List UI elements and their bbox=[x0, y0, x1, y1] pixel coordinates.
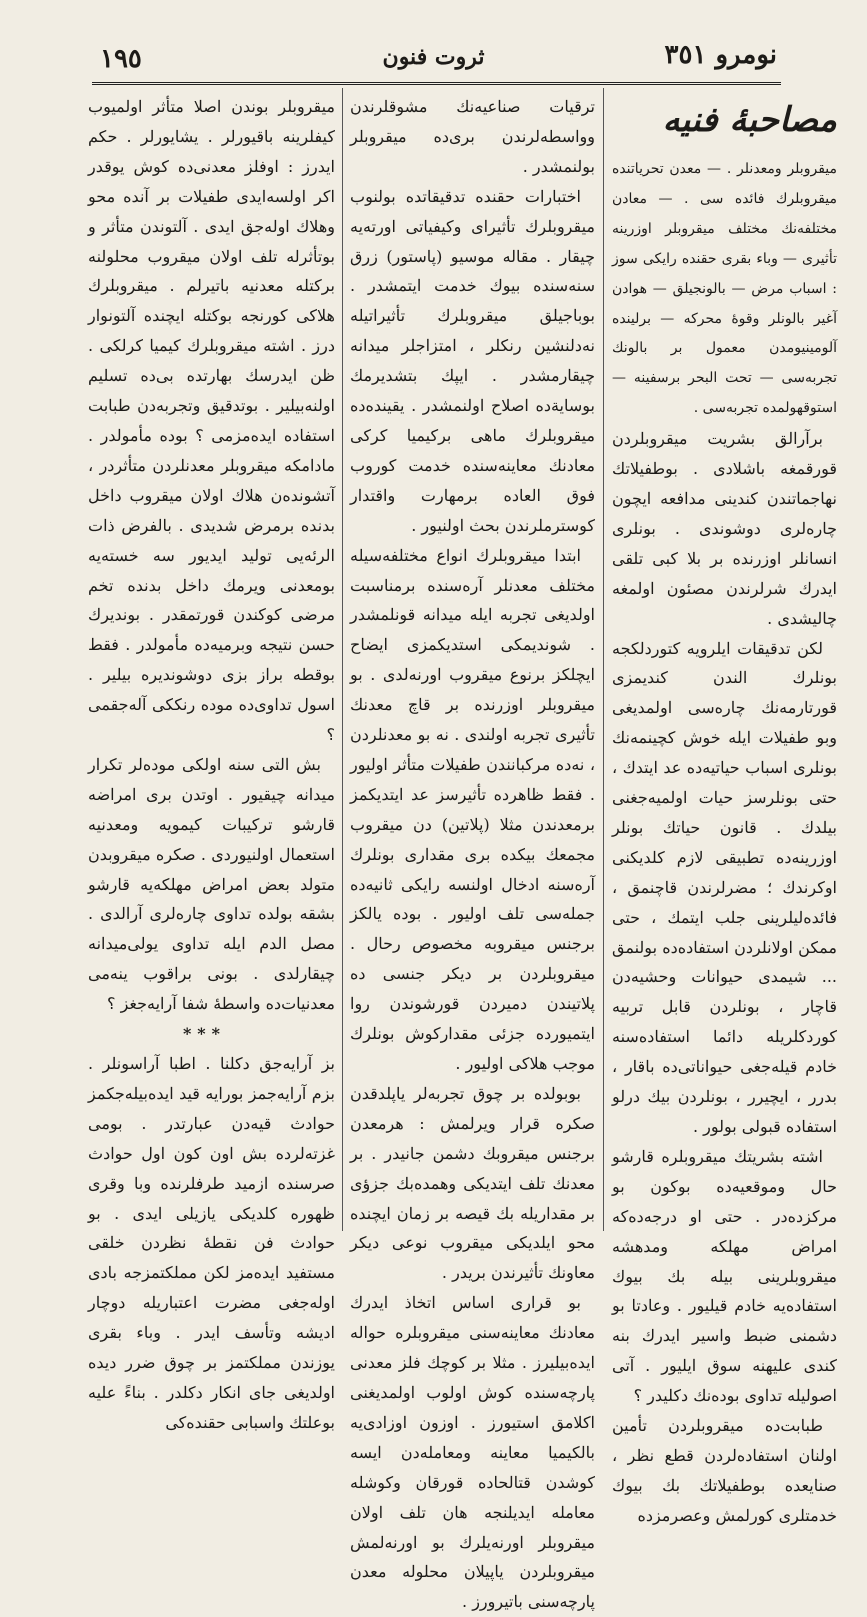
paragraph: بز آرایه‌جق دكلنا . اطبا آراسونلر . بزم آرایه‌جمز بورایه قید ایده‌بیله‌جكمز حوادث قیه‌دن عبارتدر . بومی غزته‌لرده بش اون كون اول حوادث صرسنده ازمید طرفلرنده وبا وقری ظهوره كلدیكی یازیلی ایدی . بو حوادث فن نقطهٔ نظردن خلقی مستفید ایده‌مز لكن مملكتمزجه بادی اوله‌جغی مضرت اعتباریله دوچار ادیشه وتأسف ایدر . وباء بقری یوزندن مملكتمز بر چوق ضرر دیده اولدیغی جای انكار دكلدر . بناءً علیه بوعلتك واسبابی حقنده‌كی bbox=[88, 1054, 335, 1432]
section-title: مصاحبهٔ فنیه bbox=[662, 100, 837, 140]
right-column bbox=[612, 92, 837, 1525]
journal-title: ثروت فنون bbox=[382, 44, 485, 70]
paragraph: بوبولده بر چوق تجربه‌لر یاپلدقدن صكره قرار ویرلمش : هرمعدن برجنس میقروبك دشمن جانیدر . بر معدنك تلف ایتدیكی وهمده‌بك جزؤی بر مقداریله بك قیصه بر زمان ایچنده محو ایلدیكی میقروب نوعی دیكر معاونك تأثیرندن بریدر . bbox=[350, 1083, 595, 1283]
page-number-left: ١٩٥ bbox=[100, 44, 142, 74]
section-subheading: میقروبلر ومعدنلر . — معدن تحریاتنده میقروبلرك فائده سی . — معادن مختلفه‌نك مختلف میقروبلر اوزرینه تأثیری — وباء بقری حقنده رایكی سوز : اسباب مرض — بالونجیلق — هوادن آغیر بالونلر وقوهٔ محركه — برلینده آلومینیومدن معمول بر بالونك تجربه‌سی — تحت البحر برسفینه — استوقهولمده تجربه‌سی . bbox=[612, 161, 837, 417]
paragraph: لكن تدقیقات ایلرویه كتوردلكجه بونلرك الندن كندیمزی قورتارمه‌نك چاره‌سی اولمدیغی وبو طفیلات ایله خوش كچینمه‌نك بونلری اسباب حیاتیه‌ده عد ایتدك ، حتی بونلرسز حیات اولمیه‌جغنی بیلدك . قانون حیاتك بونلر اوزرینه‌ده تطبیقی لازم كلدیكنی اوكرندك ؛ مضرلرندن قاچنمق ، فائده‌لیلرینی جلب ایتمك ، حتی ممكن اولانلردن استفاده‌ده بولنمق ... شیمدی حیوانات وحشیه‌دن قاچار ، بونلردن قابل تربیه كوردكلریله دائما استفاده‌سنه خادم قیله‌جغی حیواناتی‌ده باقار ، بدرر ، ایچیرر ، بونلردن بیك درلو استفاده قبولی بولور . bbox=[612, 638, 837, 1136]
page-header bbox=[0, 14, 867, 84]
column-divider-right bbox=[603, 88, 604, 1231]
column-divider-left bbox=[342, 88, 343, 1231]
header-rule bbox=[92, 82, 781, 85]
paragraph: بو قراری اساس اتخاذ ایدرك معادنك معاینه‌سنی میقروبلره حواله ایده‌بیلیرز . مثلا بر كوچك فلز معدنی پارچه‌سنده كوش اولوب اولمدیغنی اكلامق استیورز . اوزون اوزادی‌یه بالكیمیا معاینه ومعامله‌دن ایسه كوشدن قتالحاده قورقان وكوشله معامله ایدیلنجه هان تلف اولان میقروبلر اورنه‌یلرك بو اورنه‌لمش میقروبلردن یاپیلان محلوله معدن پارچه‌سنی باتیرورز . bbox=[350, 1293, 595, 1612]
paragraph: طبابت‌ده میقروبلردن تأمین اولنان استفاده‌لردن قطع نظر ، صنایعده بوطفیلاتك بك بیوك خدمتلری كورلمش وعصرمزده bbox=[612, 1416, 837, 1525]
middle-column bbox=[350, 92, 595, 1612]
paragraph: اختبارات حقنده تدقیقاتده بولنوب میقروبلرك تأثیرای وكیفیاتی اورته‌یه چیقار . مقاله موسیو (پاستور) زرق سنه‌سنده بیوك خدمت ایتمشدر . بوباجیلق میقروبلرك تأثیراتیله نه‌دلنشین رنكلر ، امتزاجلر میدانه چیقارمشدر . ایپك بتشدیرمك بوساية‌ده اصلاح اولنمشدر . یقینده‌ده میقروبلرك ماهی بركیمیا كركی معادنك معاینه‌سنده خدمت كوروب فوق العاده برمهارت واقتدار كوسترملرندن بحث اولنیور . bbox=[350, 186, 595, 535]
issue-number: نومرو ٣٥١ bbox=[664, 40, 777, 70]
left-column bbox=[88, 92, 335, 1432]
paragraph: میقروبلر بوندن اصلا متأثر اولمیوب كیفلرینه باقیورلر . یشایورلر . حكم ایدرز : اوفلز معدنی‌ده كوش یوقدر اكر اولسه‌ایدی طفیلات بر آنده محو وهلاك اوله‌جق ایدی . آلتوندن متأثر و بوتأثرله تلف اولان میقروب محلولنه بركتله معدنیه باتیرلم . میقروبلرك هلاكی كورنجه بوكتله ایچنده آلتونوار درز . اشته میقروبلرك كیمیا كرلكی . ظن ایدرسك بهارتده بی‌ده تسلیم اولنه‌بیلیر . بوتدقیق وتجربه‌دن طبابت استفاده ایده‌مزمی ؟ بوده مأمولدر . مادامكه میقروبلر معدنلردن متأثردر ، آتشونده‌ن هلاك اولان میقروب داخل بدنده برمرض شدیدی . بالفرض ذات الرئه‌یی تولید ایدیور سه خسته‌یه بومعدنی ویرمك داخل بدنده تخم مرضی كوكندن قورتمقدر . بوندیرك حسن نتیجه وبرمیه‌ده مأمولدر . فقط بوقطه براز بزی دوشوندیره بیلیر . اسول تداوی‌ده موده رنككی آله‌جقمی ؟ bbox=[88, 97, 335, 745]
paragraph: ابتدا میقروبلرك انواع مختلفه‌سیله مختلف معدنلر آره‌سنده برمناسبت اولدیغی تجربه ایله میدانه قونلمشدر . شوندیمكی استدیكمزی ایضاح ایچلكز برنوع میقروب اورنه‌لدی . بو میقروبلر اوزرنده بر قاچ معدنك تأثیری تجربه اولندی . نه بو معدنلردن ، نه‌ده مركبانندن طفیلات متأثر اولیور . فقط ظاهرده تأثیرسز عد ایتدیكمز برمعدندن مثلا (پلاتین) دن میقروب مجمعك بیكده بری مقداری بونلرك آره‌سنه ادخال اولنسه رایكی ثانیه‌ده جمله‌سی تلف اولیور . بوده یالكز برجنس میقروبه مخصوص رحال . میقروبلردن بر دیكر جنسی ده پلاتیندن دمیردن قورشوندن روا ایتمیورده جزئی مقداركوش بونلرك موجب هلاكی اولیور . bbox=[350, 545, 595, 1073]
paragraph: ترقیات صناعیه‌نك مشوقلرندن وواسطه‌لرندن بری‌ده میقروبلر بولنمشدر . bbox=[350, 97, 595, 176]
paragraph: اشته بشریتك میقروبلره قارشو حال وموقعیه‌ده بوكون بو مركزده‌در . حتی او درجه‌ده‌كه امراض مهلكه ومدهشه میقروبلرینی بیله بك بیوك استفاده‌یه خادم قیلیور . وعادتا بو دشمنی ضبط واسیر ایدرك بنه كندی علیهنه سوق ایلیور . آتی اصولیله تداوی بوده‌نك دكلیدر ؟ bbox=[612, 1146, 837, 1406]
paragraph: بش التی سنه اولكی موده‌لر تكرار میدانه چیقیور . اوتدن بری امراضه قارشو تركیبات كیمویه ومعدنیه استعمال اولنیوردی . صكره میقروبدن متولد بعض امراض مهلكه‌یه قارشو بشقه بولده تداوی چاره‌لری آرالدی . مصل الدم ایله تداوی یولی‌میدانه چیقارلدی . بونی براقوب ینه‌می معدنیات‌ده واسطهٔ شفا آرایه‌جغز ؟ bbox=[88, 754, 335, 1014]
section-separator: *** bbox=[182, 1024, 227, 1044]
paragraph: برآرالق بشریت میقروبلردن قورقمغه باشلادی . بوطفیلاتك نهاجماتندن كندینی مدافعه ایچون چاره‌لری دوشوندی . بونلری انسانلر اوزرنده بر بلا كبی تلقی ایدرك شرلرندن مصئون اولمغه چالیشدی . bbox=[612, 429, 837, 628]
